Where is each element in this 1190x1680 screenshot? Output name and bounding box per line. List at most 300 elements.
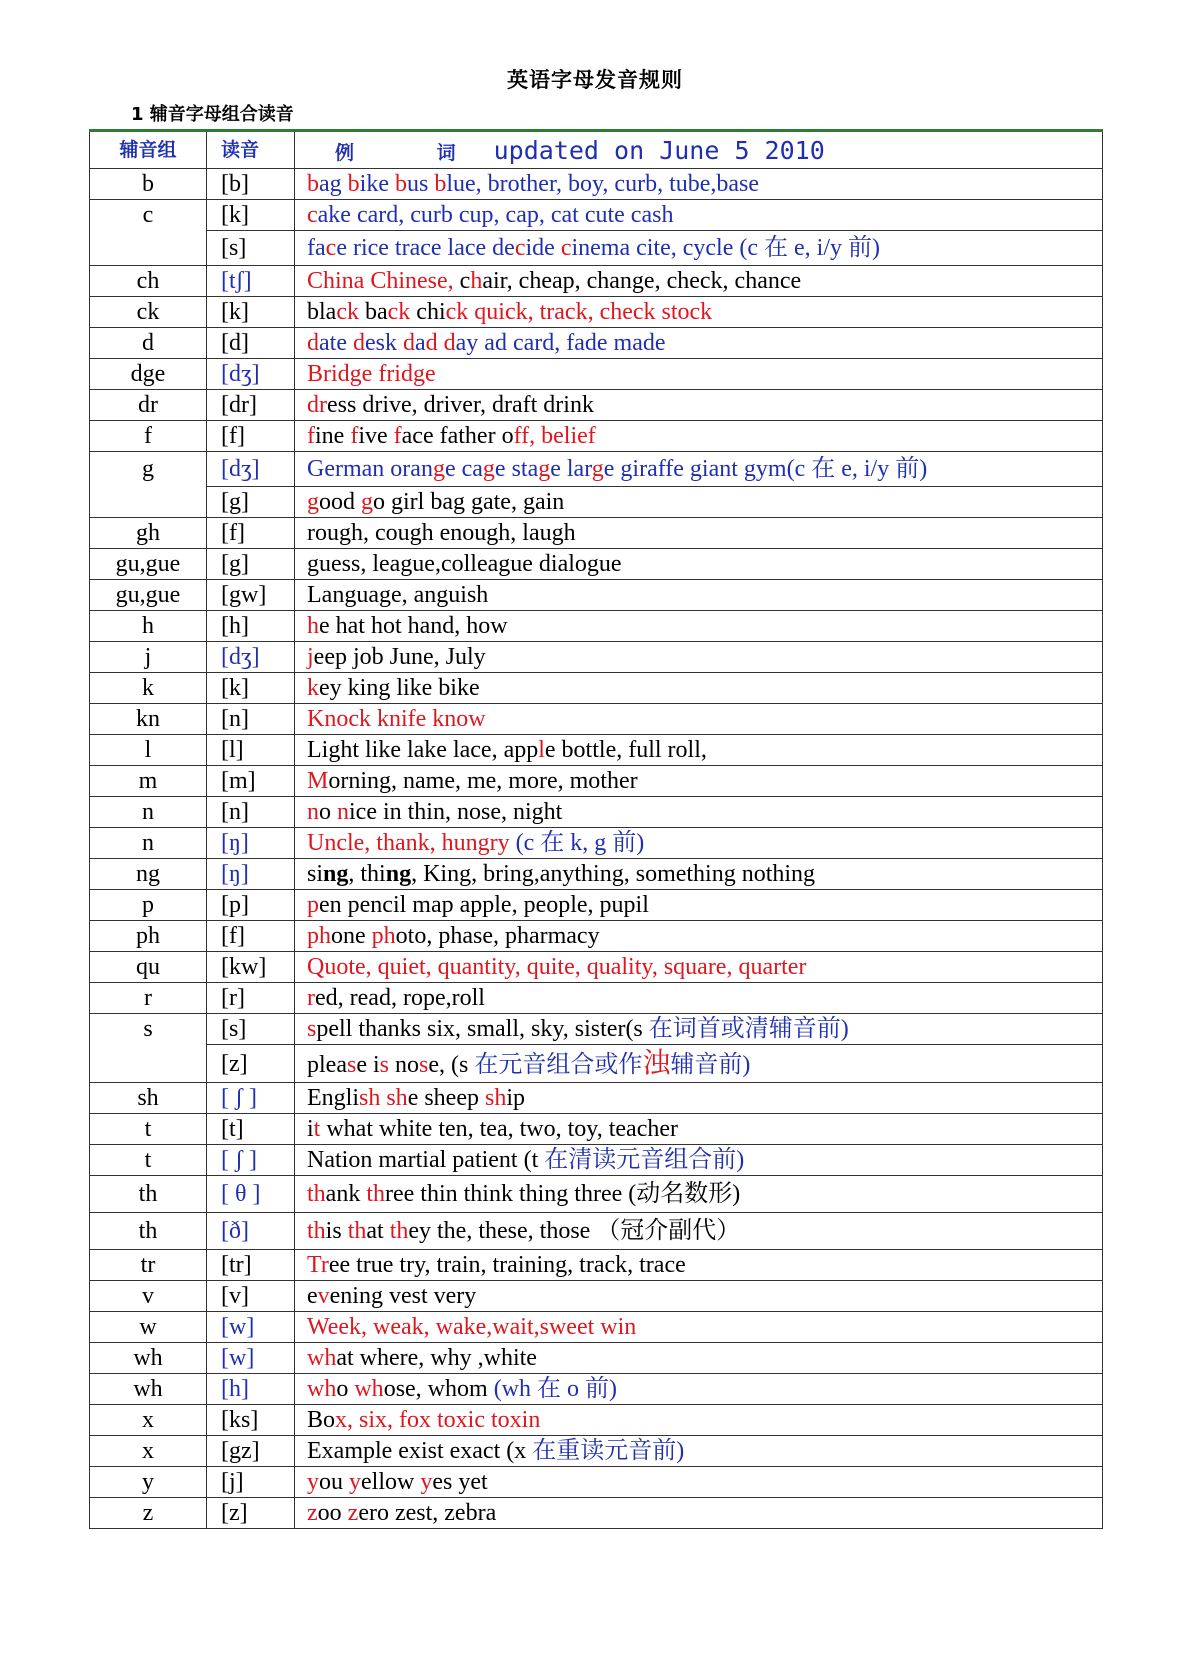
table-row	[90, 266, 1103, 297]
example-fragment: 在元音组合或作	[474, 1051, 643, 1078]
example-fragment: s	[419, 1051, 429, 1078]
table-row	[90, 297, 1103, 328]
consonant-group-cell: wh	[90, 1374, 207, 1405]
example-words-cell	[295, 797, 1103, 828]
example-fragment: ate	[319, 330, 353, 356]
consonant-group-cell: c	[90, 200, 207, 231]
example-fragment: ening vest very	[329, 1283, 477, 1309]
table-row	[90, 1343, 1103, 1374]
consonant-group-cell: ck	[90, 297, 207, 328]
table-row	[90, 452, 1103, 487]
example-words-cell	[295, 704, 1103, 735]
consonant-group-cell: d	[90, 328, 207, 359]
example-words-cell	[295, 1176, 1103, 1213]
example-words-cell	[295, 673, 1103, 704]
example-fragment: z	[347, 1500, 359, 1526]
table-row	[90, 859, 1103, 890]
example-fragment: h	[470, 268, 483, 294]
example-fragment: Bo	[307, 1407, 336, 1433]
example-fragment: Light like lake lace, app	[307, 737, 539, 763]
pronunciation-cell: [g]	[207, 487, 295, 518]
example-fragment: e hat hot hand, how	[319, 613, 508, 639]
table-row	[90, 1176, 1103, 1213]
consonant-group-cell: w	[90, 1312, 207, 1343]
pronunciation-cell: [n]	[207, 704, 295, 735]
consonant-group-cell	[90, 231, 207, 266]
example-fragment: b	[394, 171, 407, 197]
example-fragment: ff, belief	[513, 423, 596, 449]
example-fragment: ero zest, zebra	[358, 1500, 497, 1526]
table-row	[90, 1114, 1103, 1145]
header-example-words: 例 词	[335, 141, 494, 164]
example-fragment: y	[420, 1469, 433, 1495]
table-row	[90, 1281, 1103, 1312]
table-row	[90, 952, 1103, 983]
pronunciation-cell: [ θ ]	[207, 1176, 295, 1213]
example-fragment: ide	[525, 235, 561, 261]
consonant-group-cell: gu,gue	[90, 580, 207, 611]
example-fragment: e rice trace lace de	[336, 235, 515, 261]
example-fragment: si	[307, 861, 324, 887]
example-fragment: Language, anguish	[307, 582, 489, 608]
example-fragment: ellow	[361, 1469, 421, 1495]
example-fragment: x, six, fox toxic toxin	[335, 1407, 541, 1433]
example-fragment: g	[591, 456, 604, 482]
example-fragment: i	[307, 1116, 314, 1142]
example-fragment: e sta	[494, 456, 539, 482]
example-fragment: air, cheap, change, check, chance	[482, 268, 802, 294]
header-examples	[295, 131, 1103, 169]
example-fragment: f	[307, 423, 315, 449]
consonant-group-cell: s	[90, 1014, 207, 1045]
section-subtitle: 1 辅音字母组合读音	[131, 104, 294, 125]
table-row	[90, 359, 1103, 390]
example-fragment: wh	[354, 1376, 384, 1402]
consonant-group-cell: x	[90, 1405, 207, 1436]
example-fragment: e	[307, 1283, 318, 1309]
example-words-cell	[295, 890, 1103, 921]
example-fragment: ip	[506, 1085, 525, 1111]
example-fragment: b	[307, 171, 319, 197]
table-row	[90, 1405, 1103, 1436]
example-words-cell	[295, 1083, 1103, 1114]
consonant-group-cell: r	[90, 983, 207, 1014]
page-title: 英语字母发音规则	[507, 67, 683, 92]
example-fragment: th	[366, 1181, 385, 1207]
table-row	[90, 1083, 1103, 1114]
example-words-cell	[295, 921, 1103, 952]
example-fragment: d	[307, 330, 319, 356]
consonant-group-cell: x	[90, 1436, 207, 1467]
example-fragment: ose, whom	[383, 1376, 494, 1402]
example-words-cell	[295, 580, 1103, 611]
example-fragment: c	[459, 268, 471, 294]
example-fragment: ice in thin, nose, night	[349, 799, 563, 825]
table-row	[90, 328, 1103, 359]
consonant-group-cell: t	[90, 1145, 207, 1176]
example-words-cell	[295, 952, 1103, 983]
example-fragment: no	[389, 1051, 419, 1078]
consonant-group-cell: sh	[90, 1083, 207, 1114]
example-fragment: g	[361, 489, 373, 515]
example-words-cell	[295, 1498, 1103, 1529]
example-words-cell	[295, 297, 1103, 328]
consonant-group-cell: t	[90, 1114, 207, 1145]
table-row	[90, 518, 1103, 549]
example-words-cell	[295, 200, 1103, 231]
table-row	[90, 1312, 1103, 1343]
example-fragment: g	[482, 456, 495, 482]
example-fragment: chi	[410, 299, 446, 325]
example-fragment: 在重读元音前)	[532, 1438, 685, 1464]
example-fragment: g	[538, 456, 551, 482]
example-fragment: (c 在 k, g 前)	[515, 830, 645, 856]
example-fragment: c	[307, 202, 318, 228]
example-words-cell	[295, 169, 1103, 200]
pronunciation-cell: [s]	[207, 231, 295, 266]
example-fragment: c	[514, 235, 526, 261]
example-fragment: Nation martial patient (t	[307, 1147, 545, 1173]
table-row	[90, 1374, 1103, 1405]
pronunciation-cell: [n]	[207, 797, 295, 828]
example-fragment: ck	[336, 299, 359, 325]
pronunciation-cell: [tr]	[207, 1250, 295, 1281]
pronunciation-cell: [g]	[207, 549, 295, 580]
pronunciation-cell: [k]	[207, 200, 295, 231]
consonant-group-cell: n	[90, 797, 207, 828]
example-fragment: s	[346, 1051, 357, 1078]
consonant-group-cell: qu	[90, 952, 207, 983]
example-fragment: Quote, quiet, quantity, quite, quality, square, quarter	[307, 954, 807, 980]
example-fragment: ive	[358, 423, 394, 449]
example-words-cell	[295, 1014, 1103, 1045]
example-fragment: ey king like bike	[319, 675, 480, 701]
consonant-group-cell: kn	[90, 704, 207, 735]
consonant-group-cell: n	[90, 828, 207, 859]
example-fragment: th	[347, 1218, 367, 1244]
example-fragment: e, (s	[428, 1051, 475, 1078]
pronunciation-cell: [h]	[207, 1374, 295, 1405]
pronunciation-cell: [f]	[207, 921, 295, 952]
example-words-cell	[295, 1467, 1103, 1498]
example-fragment: is	[325, 1218, 348, 1244]
example-fragment: v	[317, 1283, 330, 1309]
pronunciation-cell: [ ʃ ]	[207, 1145, 295, 1176]
example-fragment: oto, phase, pharmacy	[395, 923, 600, 949]
example-fragment: j	[307, 644, 314, 670]
example-words-cell	[295, 1250, 1103, 1281]
pronunciation-cell: [m]	[207, 766, 295, 797]
example-words-cell	[295, 549, 1103, 580]
pronunciation-cell: [k]	[207, 297, 295, 328]
example-fragment: Example exist exact (x	[307, 1438, 533, 1464]
consonant-group-cell: m	[90, 766, 207, 797]
example-fragment: sh	[484, 1085, 507, 1111]
consonant-rules-table	[89, 129, 1103, 1529]
table-row	[90, 983, 1103, 1014]
example-words-cell	[295, 1436, 1103, 1467]
example-fragment: p	[307, 892, 319, 918]
pronunciation-cell: [b]	[207, 169, 295, 200]
example-fragment: wh	[307, 1376, 337, 1402]
example-fragment: at where, why ,white	[336, 1345, 537, 1371]
example-fragment: t	[313, 1116, 321, 1142]
example-fragment: e lar	[550, 456, 592, 482]
example-fragment: ph	[371, 923, 396, 949]
consonant-group-cell: y	[90, 1467, 207, 1498]
example-fragment: ba	[358, 299, 388, 325]
header-pronunciation: 读音	[207, 131, 295, 169]
consonant-group-cell: gu,gue	[90, 549, 207, 580]
example-words-cell	[295, 642, 1103, 673]
example-fragment: lue, brother, boy, curb, tube,base	[446, 171, 760, 197]
table-row	[90, 231, 1103, 266]
pronunciation-cell: [j]	[207, 1467, 295, 1498]
example-words-cell	[295, 328, 1103, 359]
table-row	[90, 673, 1103, 704]
table-row	[90, 390, 1103, 421]
example-fragment: ine	[315, 423, 351, 449]
consonant-group-cell: tr	[90, 1250, 207, 1281]
example-fragment: a	[414, 330, 426, 356]
consonant-group-cell	[90, 1045, 207, 1083]
example-fragment: ess drive, driver, draft drink	[327, 392, 594, 418]
example-fragment: German oran	[307, 456, 433, 482]
table-row	[90, 1498, 1103, 1529]
example-fragment: ree thin think thing three (动名数形)	[385, 1181, 741, 1207]
example-fragment: b	[347, 171, 360, 197]
example-fragment: sh	[386, 1085, 408, 1111]
example-words-cell	[295, 983, 1103, 1014]
example-fragment: g	[307, 489, 319, 515]
example-fragment: China Chinese,	[307, 268, 460, 294]
example-words-cell	[295, 611, 1103, 642]
example-fragment: ng	[323, 861, 349, 887]
consonant-group-cell: ch	[90, 266, 207, 297]
example-fragment: y	[349, 1469, 361, 1495]
example-fragment: fa	[307, 235, 326, 261]
example-fragment: one	[331, 923, 372, 949]
example-fragment: b	[434, 171, 447, 197]
example-fragment: d	[425, 330, 438, 356]
table-row	[90, 797, 1103, 828]
example-fragment: ck	[387, 299, 411, 325]
example-fragment: plea	[307, 1051, 347, 1078]
example-fragment: o girl bag gate, gain	[373, 489, 565, 515]
consonant-group-cell: dge	[90, 359, 207, 390]
example-fragment: th	[307, 1181, 326, 1207]
pronunciation-cell: [d]	[207, 328, 295, 359]
pronunciation-cell: [k]	[207, 673, 295, 704]
pronunciation-cell: [f]	[207, 518, 295, 549]
table-row	[90, 1436, 1103, 1467]
example-fragment: 浊	[642, 1047, 671, 1079]
consonant-group-cell: v	[90, 1281, 207, 1312]
example-fragment: Week, weak, wake,wait,sweet win	[307, 1314, 637, 1340]
consonant-group-cell: z	[90, 1498, 207, 1529]
pronunciation-cell: [s]	[207, 1014, 295, 1045]
table-row	[90, 549, 1103, 580]
example-fragment: h	[307, 613, 319, 639]
example-fragment: eep job June, July	[313, 644, 486, 670]
example-fragment: o	[319, 799, 337, 825]
example-fragment: c	[560, 235, 572, 261]
example-fragment: ck quick, track, check stock	[445, 299, 713, 325]
example-fragment: l	[538, 737, 545, 763]
table-row	[90, 611, 1103, 642]
pronunciation-cell: [r]	[207, 983, 295, 1014]
consonant-group-cell: wh	[90, 1343, 207, 1374]
pronunciation-cell: [t]	[207, 1114, 295, 1145]
table-row	[90, 169, 1103, 200]
example-words-cell	[295, 1213, 1103, 1250]
example-fragment: Tr	[307, 1252, 329, 1278]
example-fragment: 在清读元音组合前)	[544, 1147, 745, 1173]
example-words-cell	[295, 1281, 1103, 1312]
consonant-group-cell: b	[90, 169, 207, 200]
consonant-group-cell: th	[90, 1176, 207, 1213]
pronunciation-cell: [gw]	[207, 580, 295, 611]
pronunciation-cell: [w]	[207, 1343, 295, 1374]
table-row	[90, 487, 1103, 518]
example-fragment: r	[307, 985, 315, 1011]
table-row	[90, 200, 1103, 231]
example-fragment: , King, bring,anything, something nothing	[411, 861, 816, 887]
consonant-group-cell: ng	[90, 859, 207, 890]
example-fragment: Bridge fridge	[307, 361, 436, 387]
example-fragment: n	[337, 799, 349, 825]
example-fragment: us	[406, 171, 435, 197]
consonant-group-cell: h	[90, 611, 207, 642]
pronunciation-cell: [ŋ]	[207, 828, 295, 859]
table-row	[90, 1213, 1103, 1250]
example-fragment: rough, cough enough, laugh	[307, 520, 576, 546]
consonant-group-cell: k	[90, 673, 207, 704]
consonant-group-cell: ph	[90, 921, 207, 952]
example-fragment: guess, league,colleague dialogue	[307, 551, 622, 577]
example-fragment: g	[432, 456, 445, 482]
example-fragment: M	[307, 768, 329, 794]
table-row	[90, 1250, 1103, 1281]
example-fragment: 在词首或清辅音前)	[648, 1016, 849, 1042]
consonant-group-cell: dr	[90, 390, 207, 421]
pronunciation-cell: [gz]	[207, 1436, 295, 1467]
example-fragment: ag	[319, 171, 348, 197]
pronunciation-cell: [kw]	[207, 952, 295, 983]
example-words-cell	[295, 766, 1103, 797]
example-fragment: ank	[325, 1181, 367, 1207]
example-fragment: bla	[307, 299, 337, 325]
table-row	[90, 828, 1103, 859]
example-fragment: orning, name, me, more, mother	[328, 768, 638, 794]
example-words-cell	[295, 1343, 1103, 1374]
example-fragment: ed, read, rope,roll	[315, 985, 485, 1011]
pronunciation-cell: [v]	[207, 1281, 295, 1312]
example-words-cell	[295, 1405, 1103, 1436]
pronunciation-cell: [l]	[207, 735, 295, 766]
example-words-cell	[295, 1145, 1103, 1176]
table-row	[90, 921, 1103, 952]
table-row	[90, 421, 1103, 452]
example-fragment: y	[307, 1469, 319, 1495]
example-fragment: f	[350, 423, 359, 449]
example-fragment: th	[389, 1218, 409, 1244]
example-fragment: d	[352, 330, 365, 356]
consonant-group-cell: th	[90, 1213, 207, 1250]
example-fragment: th	[307, 1218, 326, 1244]
example-fragment: e bottle, full roll,	[544, 737, 707, 763]
example-words-cell	[295, 1312, 1103, 1343]
example-fragment: es yet	[432, 1469, 488, 1495]
table-header-row	[90, 131, 1103, 169]
example-fragment: ike	[359, 171, 395, 197]
example-fragment: s	[379, 1051, 389, 1078]
example-fragment: ay ad card, fade made	[455, 330, 666, 356]
example-words-cell	[295, 1114, 1103, 1145]
example-fragment: Uncle, thank, hungry	[307, 830, 516, 856]
table-row	[90, 735, 1103, 766]
example-words-cell	[295, 487, 1103, 518]
example-words-cell	[295, 1045, 1103, 1083]
example-fragment: d	[443, 330, 456, 356]
table-row	[90, 1145, 1103, 1176]
table-row	[90, 1045, 1103, 1083]
consonant-group-cell: p	[90, 890, 207, 921]
consonant-group-cell	[90, 487, 207, 518]
pronunciation-cell: [f]	[207, 421, 295, 452]
consonant-group-cell: g	[90, 452, 207, 487]
example-fragment: ood	[319, 489, 361, 515]
pronunciation-cell: [h]	[207, 611, 295, 642]
table-row	[90, 642, 1103, 673]
pronunciation-cell: [ŋ]	[207, 859, 295, 890]
table-row	[90, 1014, 1103, 1045]
example-fragment: ey the, these, those （冠介副代）	[408, 1218, 741, 1244]
pronunciation-cell: [dʒ]	[207, 642, 295, 673]
example-fragment: pell thanks six, small, sky, sister(s	[316, 1016, 649, 1042]
example-fragment: sh	[359, 1085, 381, 1111]
example-fragment: en pencil map apple, people, pupil	[319, 892, 649, 918]
example-fragment: d	[402, 330, 415, 356]
example-fragment: k	[307, 675, 319, 701]
pronunciation-cell: [ ʃ ]	[207, 1083, 295, 1114]
example-fragment: what white ten, tea, two, toy, teacher	[320, 1116, 678, 1142]
example-fragment: s	[307, 1016, 317, 1042]
example-fragment: z	[307, 1500, 318, 1526]
table-row	[90, 890, 1103, 921]
example-fragment: e ca	[444, 456, 483, 482]
example-fragment: wh	[307, 1345, 337, 1371]
header-consonant-group: 辅音组	[90, 131, 207, 169]
table-row	[90, 766, 1103, 797]
pronunciation-cell: [z]	[207, 1045, 295, 1083]
example-words-cell	[295, 390, 1103, 421]
example-fragment: (wh 在 o 前)	[493, 1376, 618, 1402]
example-words-cell	[295, 859, 1103, 890]
example-fragment: 辅音前)	[670, 1051, 751, 1078]
pronunciation-cell: [dr]	[207, 390, 295, 421]
example-fragment: ake card, curb cup, cap, cat cute cash	[317, 202, 674, 228]
example-fragment: at	[366, 1218, 390, 1244]
example-fragment: c	[325, 235, 337, 261]
pronunciation-cell: [tʃ]	[207, 266, 295, 297]
example-fragment: n	[307, 799, 319, 825]
pronunciation-cell: [ks]	[207, 1405, 295, 1436]
example-words-cell	[295, 266, 1103, 297]
pronunciation-cell: [z]	[207, 1498, 295, 1529]
table-row	[90, 704, 1103, 735]
pronunciation-cell: [p]	[207, 890, 295, 921]
